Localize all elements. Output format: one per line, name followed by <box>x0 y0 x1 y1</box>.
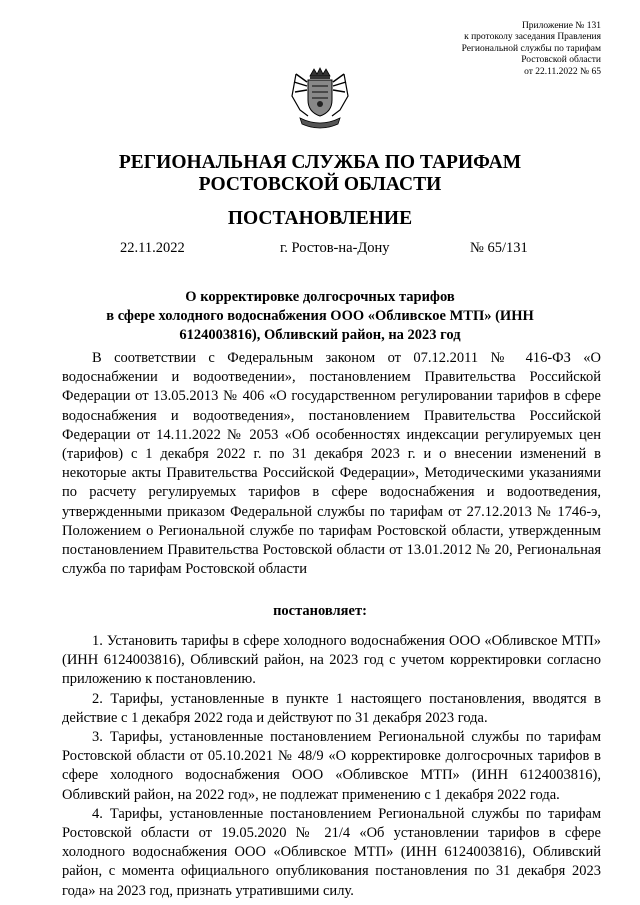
document-type: ПОСТАНОВЛЕНИЕ <box>227 208 413 229</box>
annex-line: Ростовской области <box>521 55 601 66</box>
annex-line: Приложение № 131 <box>521 21 601 31</box>
subject-line: 6124003816), Обливский район, на 2023 год <box>179 327 461 343</box>
annex-line: к протоколу заседания Правления <box>464 32 601 43</box>
organization-title-line: РЕГИОНАЛЬНАЯ СЛУЖБА ПО ТАРИФАМ <box>118 152 522 173</box>
document-date: 22.11.2022 <box>120 240 185 256</box>
document-subject <box>100 288 540 345</box>
coat-of-arms-icon <box>290 66 350 130</box>
organization-title-line: РОСТОВСКОЙ ОБЛАСТИ <box>198 174 442 195</box>
annex-note <box>381 21 601 78</box>
decree-word: постановляет: <box>273 603 367 619</box>
annex-line: Региональной службы по тарифам <box>461 43 601 54</box>
decree-item: 2. Тарифы, установленные в пункте 1 настоящего постановления, вводятся в действие с 1 декабря 2022 года и действуют по 31 декабря 2023 года. <box>62 690 601 726</box>
annex-line: от 22.11.2022 № 65 <box>524 66 601 77</box>
decree-item: 1. Установить тарифы в сфере холодного водоснабжения ООО «Обливское МТП» (ИНН 6124003816), Обливский район, на 2023 год с учетом корректировки согласно приложению к постановлению. <box>62 633 601 688</box>
organization-title <box>0 152 640 196</box>
subject-line: О корректировке долгосрочных тарифов <box>185 289 455 305</box>
document-number: № 65/131 <box>470 240 528 256</box>
preamble-paragraph: В соответствии с Федеральным законом от 07.12.2011 № 416-ФЗ «О водоснабжении и водоотведении», постановлением Правительства Российской Федерации от 13.05.2013 № 406 «О государственном регулировании тарифов в сфере водоснабжения и водоотведения», постановлением Правительства Российской Федерации от 14.11.2022 № 2053 «Об особенностях индексации регулируемых цен (тарифов) с 1 декабря 2022 г. по 31 декабря 2023 г. и о внесении изменений в некоторые акты Правительства Российской Федерации», Методическими указаниями по расчету регулируемых тарифов в сфере водоснабжения и водоотведения, утвержденными приказом Федеральной службы по тарифам от 27.12.2013 № 1746-э, Положением о Региональной службе по тарифам Ростовской области, утвержденным постановлением Правительства Ростовской области от 13.01.2012 № 20, Региональная служба по тарифам Ростовской области <box>62 350 601 578</box>
decree-item: 4. Тарифы, установленные постановлением Региональной службы по тарифам Ростовской области от 19.05.2020 № 21/4 «Об установлении тарифов в сфере холодного водоснабжения ООО «Обливское МТП» (ИНН 6124003816), Обливский район, с момента официального опубликования постановления по 31 декабря 2023 года» на 2023 год, признать утратившими силу. <box>62 805 601 899</box>
document-city: г. Ростов-на-Дону <box>280 240 390 256</box>
subject-line: в сфере холодного водоснабжения ООО «Обливское МТП» (ИНН <box>106 308 534 324</box>
decree-item: 3. Тарифы, установленные постановлением Региональной службы по тарифам Ростовской области от 05.10.2021 № 48/9 «О корректировке долгосрочных тарифов в сфере холодного водоснабжения ООО «Обливское МТП» (ИНН 6124003816), Обливский район, на 2022 год», не подлежат применению с 1 декабря 2022 года. <box>62 729 601 803</box>
decree-items <box>62 632 601 901</box>
